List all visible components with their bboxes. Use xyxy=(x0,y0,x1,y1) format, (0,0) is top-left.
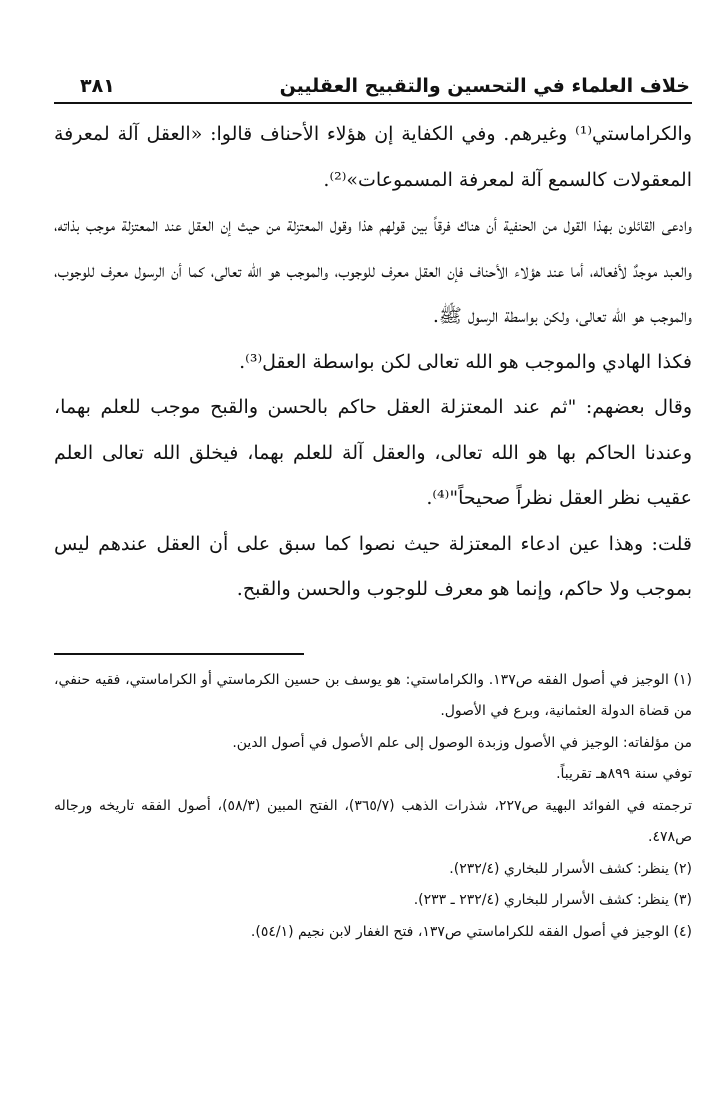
footnote: من مؤلفاته: الوجيز في الأصول وزبدة الوصول إلى علم الأصول في أصول الدين. xyxy=(232,734,692,751)
book-page xyxy=(54,66,692,1096)
paragraph: وادعى القائلون بهذا القول من الحنفية أن هناك فرقاً بين قولهم هذا وقول المعتزلة من حيث إن العقل عند المعتزلة موجب بذاته، والعبد موجدٌ لأفعاله، أما عند هؤلاء الأحناف فإن العقل معرف للوجوب، والموجب هو الله تعالى، كما أن الرسول معرف للوجوب، والموجب هو الله تعالى، ولكن بواسطة الرسول ﷺ. xyxy=(54,214,692,327)
footnote: (٤) الوجيز في أصول الفقه للكراماستي ص١٣٧، فتح الغفار لابن نجيم (٥٤/١). xyxy=(250,923,692,940)
page-number: ٣٨١ xyxy=(80,75,115,97)
paragraph: والكراماستي⁽¹⁾ وغيرهم. وفي الكفاية إن هؤلاء الأحناف قالوا: «العقل آلة لمعرفة المعقولات كالسمع آلة لمعرفة المسموعات»⁽²⁾. xyxy=(54,123,692,191)
paragraph: وقال بعضهم: "ثم عند المعتزلة العقل حاكم بالحسن والقبح موجب للعلم بهما، وعندنا الحاكم بها هو الله تعالى، والعقل آلة للعلم بهما، فيخلق الله تعالى العلم عقيب نظر العقل نظراً صحيحاً"⁽⁴⁾. xyxy=(54,396,692,509)
running-header xyxy=(54,66,692,104)
paragraph: قلت: وهذا عين ادعاء المعتزلة حيث نصوا كما سبق على أن العقل عندهم ليس بموجب ولا حاكم، وإنما هو معرف للوجوب والحسن والقبح. xyxy=(54,532,692,600)
footnote-divider xyxy=(54,653,304,655)
spacer xyxy=(54,613,692,653)
footnote: ترجمته في الفوائد البهية ص٢٢٧، شذرات الذهب (٣٦٥/٧)، الفتح المبين (٥٨/٣)، أصول الفقه تاريخه ورجاله ص٤٧٨. xyxy=(54,797,693,845)
footnote: توفي سنة ٨٩٩هـ تقريباً. xyxy=(556,766,692,782)
footnote: (٢) ينظر: كشف الأسرار للبخاري (٢٣٢/٤). xyxy=(449,860,692,877)
running-title: خلاف العلماء في التحسين والتقبيح العقليين xyxy=(279,75,690,97)
footnote: (١) الوجيز في أصول الفقه ص١٣٧. والكراماستي: هو يوسف بن حسين الكرماستي أو الكراماستي، فقيه حنفي، من قضاة الدولة العثمانية، وبرع في الأصول. xyxy=(54,671,693,719)
main-text xyxy=(54,112,692,613)
footnote: (٣) ينظر: كشف الأسرار للبخاري (٢٣٢/٤ ـ ٢٣٣). xyxy=(413,892,692,908)
footnotes xyxy=(54,665,692,949)
paragraph: فكذا الهادي والموجب هو الله تعالى لكن بواسطة العقل⁽³⁾. xyxy=(239,350,692,373)
